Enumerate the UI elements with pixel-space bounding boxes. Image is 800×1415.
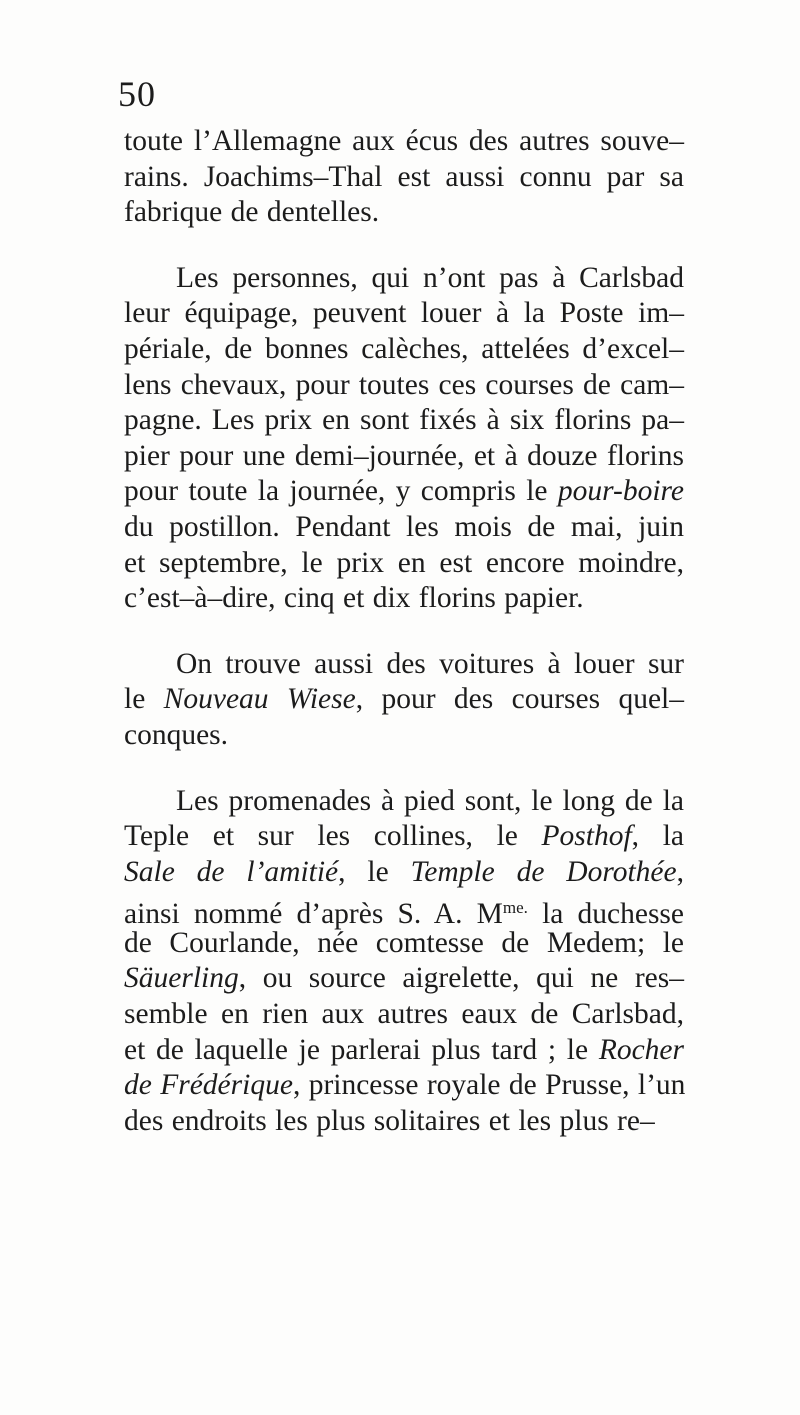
- text-run: la duchesse: [527, 898, 684, 931]
- text-line: [124, 784, 684, 820]
- paragraph-gap: [124, 617, 684, 647]
- text-line: [124, 368, 684, 404]
- paragraph-gap: [124, 231, 684, 261]
- italic-text: Säuerling: [124, 962, 239, 995]
- italic-text: Sale de l’amitié: [124, 855, 339, 888]
- text-line: [124, 890, 684, 931]
- italic-text: pour-boire: [557, 475, 684, 508]
- text-run: ainsi nommé d’après S. A. M: [124, 898, 503, 931]
- text-run: semble en rien aux autres eaux de Carlsbad,: [124, 998, 684, 1031]
- text-line: [124, 439, 684, 475]
- text-run: , ou source aigrelette, qui ne res–: [238, 962, 684, 995]
- text-run: et septembre, le prix en est encore moindre,: [124, 546, 684, 579]
- text-line: [124, 546, 684, 582]
- text-line: [124, 474, 684, 510]
- text-line: [124, 160, 684, 196]
- paragraph-gap: [124, 754, 684, 784]
- text-line: [124, 961, 684, 997]
- text-run: lens chevaux, pour toutes ces courses de cam–: [124, 368, 684, 401]
- text-line: [124, 855, 684, 891]
- text-line: [124, 997, 684, 1033]
- text-run: des endroits les plus solitaires et les plus re–: [124, 1104, 655, 1137]
- text-line: [124, 581, 684, 617]
- text-run: Teple et sur les collines, le: [124, 820, 542, 853]
- text-run: conques.: [124, 718, 229, 751]
- text-run: , le: [338, 855, 411, 888]
- text-line: [124, 1033, 684, 1069]
- text-run: ,: [676, 855, 684, 888]
- body-text: [124, 124, 684, 1139]
- text-line: [124, 718, 684, 754]
- text-run: pier pour une demi–journée, et à douze florins: [124, 439, 684, 472]
- text-run: de Courlande, née comtesse de Medem; le: [124, 926, 684, 959]
- text-run: Les promenades à pied sont, le long de la: [176, 784, 684, 817]
- text-run: pagne. Les prix en sont fixés à six florins pa–: [124, 404, 684, 437]
- text-run: Les personnes, qui n’ont pas à Carlsbad: [176, 261, 684, 294]
- text-run: , princesse royale de Prusse, l’un: [292, 1069, 686, 1102]
- text-line: [124, 195, 684, 231]
- italic-text: de Frédérique: [124, 1069, 293, 1102]
- text-run: et de laquelle je parlerai plus tard ; le: [124, 1033, 599, 1066]
- text-run: pour toute la journée, y compris le: [124, 475, 558, 508]
- text-line: [124, 1104, 684, 1140]
- page-number: 50: [118, 74, 156, 114]
- text-line: [124, 926, 684, 962]
- text-line: [124, 296, 684, 332]
- text-line: [124, 1068, 684, 1104]
- italic-text: Rocher: [598, 1033, 684, 1066]
- text-run: , pour des courses quel–: [355, 683, 684, 716]
- text-run: le: [124, 683, 164, 716]
- text-run: On trouve aussi des voitures à louer sur: [176, 647, 684, 680]
- text-run: toute l’Allemagne aux écus des autres souve–: [124, 125, 684, 157]
- text-run: c’est–à–dire, cinq et dix florins papier.: [124, 582, 584, 615]
- text-run: rains. Joachims–Thal est aussi connu par sa: [124, 160, 684, 193]
- text-run: périale, de bonnes calèches, attelées d’excel–: [124, 332, 684, 365]
- text-line: [124, 403, 684, 439]
- text-line: [124, 332, 684, 368]
- text-run: , la: [631, 820, 684, 853]
- text-line: [124, 819, 684, 855]
- superscript-text: me.: [502, 898, 528, 918]
- text-run: leur équipage, peuvent louer à la Poste im–: [124, 297, 684, 330]
- italic-text: Temple de Dorothée: [410, 855, 677, 888]
- text-run: fabrique de dentelles.: [124, 196, 380, 229]
- text-line: [124, 647, 684, 683]
- italic-text: Nouveau Wiese: [163, 683, 356, 716]
- text-line: [124, 682, 684, 718]
- italic-text: Posthof: [541, 820, 632, 853]
- text-line: [124, 510, 684, 546]
- text-line: [124, 261, 684, 297]
- text-run: du postillon. Pendant les mois de mai, juin: [124, 510, 684, 543]
- text-line: [124, 124, 684, 160]
